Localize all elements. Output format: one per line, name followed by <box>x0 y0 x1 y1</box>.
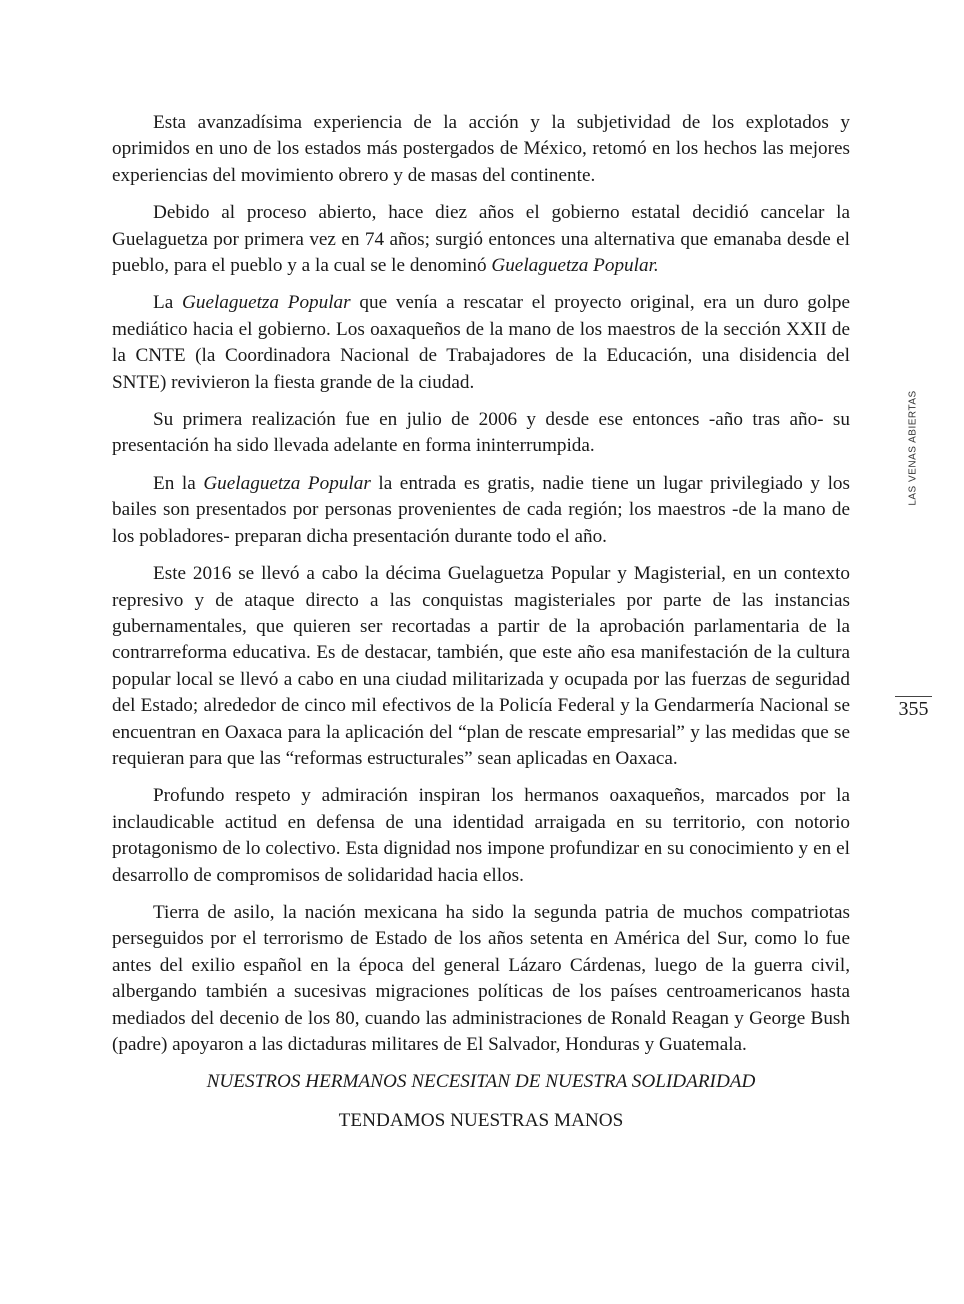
closing-line-solidarity: NUESTROS HERMANOS NECESITAN DE NUESTRA SOLIDARIDAD <box>206 1071 756 1093</box>
running-side-title: LAS VENAS ABIERTAS <box>907 390 919 506</box>
paragraph-1 <box>112 110 850 189</box>
closing-line-hands: TENDAMOS NUESTRAS MANOS <box>338 1109 624 1131</box>
paragraph-6-text: Este 2016 se llevó a cabo la décima Guelaguetza Popular y Magisterial, en un contexto represivo y de ataque directo a las conquistas magisteriales por parte de las instancias gubernamentales, que quieren ser recortadas a partir de la aprobación parlamentaria de la contrarreforma educativa. Es de destacar, también, que este año esa manifestación de la cultura popular local se llevó a cabo en una ciudad militarizada y ocupada por las fuerzas de seguridad del Estado; alrededor de cinco mil efectivos de la Policía Federal y la Gendarmería Nacional se encuentran en Oaxaca para la aplicación del “plan de rescate empresarial” y las medidas que se requieran para que las “reformas estructurales” sean aplicadas en Oaxaca. <box>112 563 850 769</box>
paragraph-8 <box>112 900 850 1058</box>
paragraph-3-lead: La <box>153 292 174 314</box>
paragraph-5 <box>112 471 850 550</box>
page-number-rule <box>895 696 932 697</box>
paragraph-3 <box>112 290 850 396</box>
body-text <box>112 110 850 1134</box>
paragraph-3-text: que venía a rescatar el proyecto original, era un duro golpe mediático hacia el gobierno. Los oaxaqueños de la mano de los maestros de la sección XXII de la CNTE (la Coordinadora Nacional de Trabajadores de la Educación, una disidencia del SNTE) revivieron la fiesta grande de la ciudad. <box>112 292 851 393</box>
paragraph-3-italic: Guelaguetza Popular <box>182 292 351 314</box>
paragraph-2 <box>112 200 850 279</box>
paragraph-2-italic: Guelaguetza Popular. <box>491 255 659 277</box>
paragraph-6 <box>112 561 850 772</box>
paragraph-7-text: Profundo respeto y admiración inspiran los hermanos oaxaqueños, marcados por la inclaudicable actitud en defensa de una identidad arraigada en su territorio, con notorio protagonismo de lo colectivo. Esta dignidad nos impone profundizar en su conocimiento y en el desarrollo de compromisos de solidaridad hacia ellos. <box>112 785 850 886</box>
paragraph-8-text: Tierra de asilo, la nación mexicana ha sido la segunda patria de muchos compatriotas perseguidos por el terrorismo de Estado de los años setenta en América del Sur, como lo fue antes del exilio español en la época del general Lázaro Cárdenas, luego de la guerra civil, albergando también a sucesivas migraciones políticas de los países centroamericanos hasta mediados del decenio de los 80, cuando las administraciones de Ronald Reagan y George Bush (padre) apoyaron a las dictaduras militares de El Salvador, Honduras y Guatemala. <box>112 901 850 1055</box>
paragraph-1-text: Esta avanzadísima experiencia de la acción y la subjetividad de los explotados y oprimidos en uno de los estados más postergados de México, retomó en los hechos las mejores experiencias del movimiento obrero y de masas del continente. <box>112 112 850 186</box>
paragraph-7 <box>112 783 850 889</box>
paragraph-5-italic: Guelaguetza Popular <box>203 472 371 494</box>
page-number: 355 <box>898 698 929 720</box>
paragraph-4-text: Su primera realización fue en julio de 2006 y desde ese entonces -año tras año- su presentación ha sido llevada adelante en forma ininterrumpida. <box>112 409 850 457</box>
paragraph-5-lead: En la <box>153 472 196 494</box>
paragraph-2-text: Debido al proceso abierto, hace diez años el gobierno estatal decidió cancelar la Guelaguetza por primera vez en 74 años; surgió entonces una alternativa que emanaba desde el pueblo, para el pueblo y a la cual se le denominó <box>112 202 850 277</box>
paragraph-4 <box>112 407 850 460</box>
paragraph-5-text: la entrada es gratis, nadie tiene un lugar privilegiado y los bailes son presentados por personas provenientes de cada región; los maestros -de la mano de los pobladores- preparan dicha presentación durante todo el año. <box>112 472 850 547</box>
